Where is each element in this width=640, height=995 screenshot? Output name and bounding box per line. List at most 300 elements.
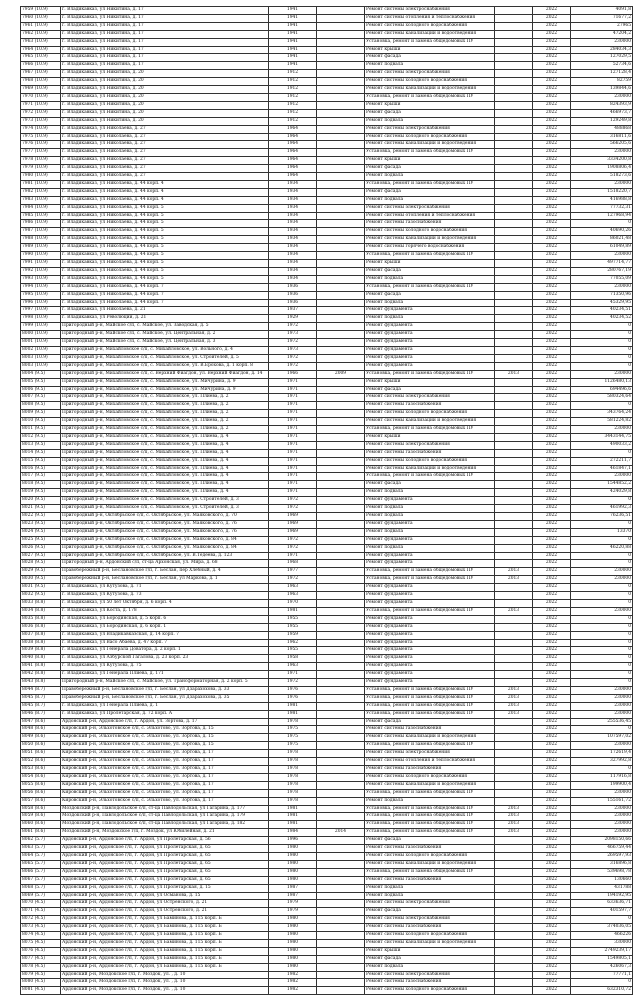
cell-year-built: 1978	[269, 773, 317, 781]
cell-year-last-repair	[495, 505, 533, 513]
cell-work-type: Ремонт системы канализации и водоотведения	[365, 86, 495, 94]
cell-year-privatization	[317, 884, 365, 892]
cell-year-last-repair	[495, 845, 533, 853]
cell-year-privatization	[317, 157, 365, 165]
cell-year-privatization	[317, 623, 365, 631]
cell-year-built: 1976	[269, 694, 317, 702]
cell-row-id: 7977 (10.9)	[21, 149, 61, 157]
table-row	[21, 987, 633, 995]
cell-year-last-repair	[495, 433, 533, 441]
cell-year-privatization	[317, 789, 365, 797]
cell-year-last-repair: 2013	[495, 821, 533, 829]
cell-address: г. Владикавказ, ул Николаева, д. 27	[61, 149, 269, 157]
table-row	[21, 370, 633, 378]
cell-work-type: Ремонт фасада	[365, 267, 495, 275]
cell-work-type: Ремонт фундамента	[365, 339, 495, 347]
cell-year-last-repair	[495, 173, 533, 181]
cell-year-built: 1980	[269, 860, 317, 868]
cell-year-privatization	[317, 212, 365, 220]
cell-work-type: Ремонт крыши	[365, 433, 495, 441]
cell-year-privatization: 2014	[317, 829, 365, 837]
cell-work-type: Ремонт системы канализации и водоотведения	[365, 418, 495, 426]
cell-cost: 269597,93	[571, 852, 633, 860]
cell-cost: 230000	[571, 789, 633, 797]
cell-row-id: 8022 (9.5)	[21, 513, 61, 521]
cell-work-type: Ремонт фундамента	[365, 536, 495, 544]
cell-cost: 117916,8	[571, 773, 633, 781]
cell-work-type: Установка, ремонт и замена общедомовых ПУ	[365, 93, 495, 101]
cell-year-planned: 2022	[533, 188, 571, 196]
cell-year-last-repair	[495, 979, 533, 987]
cell-cost: 566205,6	[571, 141, 633, 149]
cell-work-type: Ремонт фундамента	[365, 307, 495, 315]
cell-cost: 0	[571, 671, 633, 679]
cell-year-privatization	[317, 781, 365, 789]
cell-year-planned: 2022	[533, 204, 571, 212]
cell-cost: 327992,8	[571, 758, 633, 766]
cell-year-planned: 2022	[533, 694, 571, 702]
cell-year-last-repair	[495, 726, 533, 734]
cell-row-id: 8007 (9.5)	[21, 394, 61, 402]
cell-year-planned: 2022	[533, 623, 571, 631]
cell-address: г. Владикавказ, ул Николаева, д. 44 корп. 5	[61, 204, 269, 212]
cell-year-last-repair	[495, 252, 533, 260]
cell-year-built: 1996	[269, 837, 317, 845]
cell-year-privatization	[317, 734, 365, 742]
table-row	[21, 773, 633, 781]
cell-year-privatization	[317, 916, 365, 924]
cell-year-built: 1980	[269, 852, 317, 860]
cell-work-type: Ремонт фундамента	[365, 631, 495, 639]
cell-year-privatization	[317, 386, 365, 394]
cell-address: г. Владикавказ, ул Николаева, д. 44 корп. 5	[61, 212, 269, 220]
cell-row-id: 8060 (8.6)	[21, 821, 61, 829]
table-row	[21, 331, 633, 339]
cell-address: Ардонский р-н, Ардонское г/п, г. Ардон, ул Пролетарская, д. 65	[61, 852, 269, 860]
cell-year-built: 1980	[269, 947, 317, 955]
cell-year-planned: 2022	[533, 655, 571, 663]
cell-row-id: 8021 (9.5)	[21, 505, 61, 513]
table-row	[21, 505, 633, 513]
cell-address: Пригородный р-н, Михайловское с/п, с. Михайловское, ул. Плиева, д. 2	[61, 394, 269, 402]
cell-year-planned: 2022	[533, 180, 571, 188]
cell-work-type: Ремонт подвала	[365, 528, 495, 536]
cell-year-privatization	[317, 702, 365, 710]
cell-cost: 130660	[571, 876, 633, 884]
cell-address: г. Владикавказ, ул Николаева, д. 44 корп. 5	[61, 275, 269, 283]
cell-address: г. Владикавказ, ул Никитина, д. 17	[61, 46, 269, 54]
cell-row-id: 8063 (5.7)	[21, 845, 61, 853]
cell-cost: 316811,6	[571, 133, 633, 141]
cell-row-id: 8068 (5.7)	[21, 884, 61, 892]
table-row	[21, 876, 633, 884]
cell-cost: 71677,2	[571, 14, 633, 22]
cell-year-planned: 2022	[533, 410, 571, 418]
table-row	[21, 576, 633, 584]
cell-year-privatization	[317, 513, 365, 521]
cell-address: г. Владикавказ, ул Николаева, д. 44 корп. 5	[61, 267, 269, 275]
cell-year-last-repair	[495, 481, 533, 489]
cell-year-built: 1972	[269, 362, 317, 370]
cell-year-privatization	[317, 473, 365, 481]
cell-row-id: 7989 (10.9)	[21, 244, 61, 252]
cell-work-type: Ремонт крыши	[365, 101, 495, 109]
cell-year-planned: 2022	[533, 615, 571, 623]
cell-year-built: 1964	[269, 149, 317, 157]
table-row	[21, 971, 633, 979]
table-row	[21, 299, 633, 307]
cell-year-built: 1964	[269, 133, 317, 141]
cell-cost: 518273,6	[571, 173, 633, 181]
cell-year-last-repair	[495, 14, 533, 22]
cell-year-privatization	[317, 852, 365, 860]
cell-cost: 0	[571, 679, 633, 687]
cell-year-last-repair	[495, 718, 533, 726]
cell-row-id: 8078 (4.5)	[21, 963, 61, 971]
cell-row-id: 8029 (9.5)	[21, 568, 61, 576]
cell-year-planned: 2022	[533, 418, 571, 426]
cell-year-built: 1973	[269, 331, 317, 339]
cell-row-id: 8058 (8.6)	[21, 805, 61, 813]
cell-year-planned: 2022	[533, 283, 571, 291]
cell-year-planned: 2022	[533, 117, 571, 125]
table-row	[21, 615, 633, 623]
cell-year-built: 1941	[269, 38, 317, 46]
cell-cost: 0	[571, 979, 633, 987]
cell-address: г. Владикавказ, ул Бородинская, д. 6 корп. 1	[61, 623, 269, 631]
cell-cost: 230000	[571, 473, 633, 481]
cell-row-id: 8062 (5.7)	[21, 837, 61, 845]
cell-year-privatization	[317, 125, 365, 133]
cell-year-privatization	[317, 773, 365, 781]
cell-address: г. Владикавказ, ул Николаева, д. 44 корп. 4	[61, 188, 269, 196]
cell-row-id: 8081 (4.5)	[21, 987, 61, 995]
cell-cost: 107597,02	[571, 734, 633, 742]
cell-work-type: Ремонт системы электроснабжения	[365, 750, 495, 758]
cell-address: Пригородный р-н, Майское с/п, с. Майское, ул. Центральная, д. 2	[61, 331, 269, 339]
cell-year-planned: 2022	[533, 726, 571, 734]
cell-year-privatization	[317, 441, 365, 449]
cell-row-id: 7988 (10.9)	[21, 236, 61, 244]
cell-work-type: Ремонт крыши	[365, 260, 495, 268]
cell-row-id: 8065 (5.7)	[21, 860, 61, 868]
cell-year-built: 1964	[269, 165, 317, 173]
cell-year-privatization	[317, 7, 365, 15]
cell-work-type: Ремонт системы отопления и теплоснабжения	[365, 212, 495, 220]
cell-year-last-repair	[495, 631, 533, 639]
cell-year-planned: 2022	[533, 599, 571, 607]
table-row	[21, 552, 633, 560]
cell-year-planned: 2022	[533, 125, 571, 133]
cell-cost: 4091,8	[571, 7, 633, 15]
cell-year-built: 1934	[269, 220, 317, 228]
cell-year-last-repair	[495, 394, 533, 402]
cell-year-privatization	[317, 686, 365, 694]
cell-year-built: 1971	[269, 394, 317, 402]
cell-year-privatization	[317, 378, 365, 386]
cell-year-last-repair	[495, 742, 533, 750]
table-row	[21, 963, 633, 971]
cell-row-id: 7997 (10.9)	[21, 307, 61, 315]
cell-year-privatization	[317, 133, 365, 141]
cell-work-type: Ремонт системы холодного водоснабжения	[365, 773, 495, 781]
table-row	[21, 402, 633, 410]
cell-address: Пригородный р-н, Михайловское с/п, с. Михайловское, ул. Строителей, д. 5	[61, 354, 269, 362]
cell-year-privatization	[317, 932, 365, 940]
table-row	[21, 260, 633, 268]
cell-address: Пригородный р-н, Михайловское с/п, с. Михайловское, ул. Плиева, д. 4	[61, 473, 269, 481]
cell-year-privatization	[317, 307, 365, 315]
cell-address: Ардонский р-н, Ардонское г/п, г. Ардон, ул. Зортова, д. 17	[61, 718, 269, 726]
cell-year-built: 1941	[269, 62, 317, 70]
cell-row-id: 8017 (9.5)	[21, 473, 61, 481]
cell-row-id: 8043 (8.8)	[21, 679, 61, 687]
cell-cost: 0	[571, 639, 633, 647]
cell-cost: 0	[571, 362, 633, 370]
cell-year-last-repair	[495, 418, 533, 426]
table-row	[21, 133, 633, 141]
cell-cost: 230000	[571, 821, 633, 829]
cell-work-type: Ремонт фундамента	[365, 647, 495, 655]
cell-year-last-repair	[495, 267, 533, 275]
cell-cost: 3334200,8	[571, 157, 633, 165]
cell-address: г. Владикавказ, ул Никитина, д. 20	[61, 109, 269, 117]
cell-row-id: 7984 (10.9)	[21, 204, 61, 212]
cell-row-id: 8053 (8.6)	[21, 766, 61, 774]
cell-year-privatization	[317, 813, 365, 821]
table-row	[21, 520, 633, 528]
table-row	[21, 750, 633, 758]
cell-year-privatization	[317, 252, 365, 260]
cell-address: Пригородный р-н, Октябрьское с/п, с. Октябрьское, ул. В.Тедеева, д. 123	[61, 552, 269, 560]
cell-address: Кировский р-н, Эльхотовское с/п, с. Эльхотово, ул. Зортова, д. 15	[61, 734, 269, 742]
cell-row-id: 7968 (10.9)	[21, 78, 61, 86]
cell-year-planned: 2022	[533, 797, 571, 805]
cell-year-built: 1975	[269, 734, 317, 742]
cell-year-planned: 2022	[533, 813, 571, 821]
cell-year-last-repair	[495, 860, 533, 868]
cell-year-planned: 2022	[533, 449, 571, 457]
cell-year-last-repair	[495, 758, 533, 766]
cell-year-last-repair	[495, 655, 533, 663]
cell-year-built: 1971	[269, 552, 317, 560]
cell-year-built: 1987	[269, 892, 317, 900]
cell-year-planned: 2022	[533, 109, 571, 117]
cell-year-last-repair	[495, 679, 533, 687]
cell-work-type: Ремонт фундамента	[365, 599, 495, 607]
cell-year-built: 1972	[269, 679, 317, 687]
cell-work-type: Установка, ремонт и замена общедомовых ПУ	[365, 829, 495, 837]
cell-year-privatization	[317, 46, 365, 54]
cell-year-last-repair	[495, 852, 533, 860]
cell-year-privatization	[317, 908, 365, 916]
cell-year-planned: 2022	[533, 394, 571, 402]
cell-year-planned: 2022	[533, 513, 571, 521]
cell-work-type: Ремонт системы канализации и водоотведения	[365, 939, 495, 947]
table-row	[21, 339, 633, 347]
table-row	[21, 378, 633, 386]
table-row	[21, 481, 633, 489]
cell-address: г. Владикавказ, ул Кутузова, д. 73	[61, 592, 269, 600]
cell-year-last-repair	[495, 117, 533, 125]
cell-row-id: 7983 (10.9)	[21, 196, 61, 204]
cell-cost: 824393,9	[571, 101, 633, 109]
cell-cost: 46220,88	[571, 544, 633, 552]
cell-year-last-repair	[495, 236, 533, 244]
cell-year-built: 1971	[269, 441, 317, 449]
cell-year-planned: 2022	[533, 544, 571, 552]
cell-year-built: 1982	[269, 979, 317, 987]
cell-year-built: 1971	[269, 378, 317, 386]
cell-cost: 0	[571, 592, 633, 600]
table-row	[21, 267, 633, 275]
table-row	[21, 354, 633, 362]
cell-address: Моздокский р-н, Павлодольское с/п, ст-ца Павлодольская, ул Гагарина, д. 182	[61, 821, 269, 829]
cell-work-type: Ремонт фундамента	[365, 520, 495, 528]
cell-cost: 230000	[571, 694, 633, 702]
cell-cost: 230000	[571, 252, 633, 260]
cell-year-built: 1971	[269, 410, 317, 418]
cell-year-built: 1970	[269, 599, 317, 607]
cell-year-privatization	[317, 267, 365, 275]
cell-year-planned: 2022	[533, 70, 571, 78]
cell-year-privatization	[317, 457, 365, 465]
cell-row-id: 8056 (8.6)	[21, 789, 61, 797]
cell-work-type: Ремонт фундамента	[365, 663, 495, 671]
cell-year-built: 1981	[269, 710, 317, 718]
cell-address: Кировский р-н, Эльхотовское с/п, с. Эльхотово, ул. Зортова, д. 17	[61, 773, 269, 781]
cell-year-privatization	[317, 30, 365, 38]
cell-year-planned: 2022	[533, 173, 571, 181]
document-page	[20, 6, 632, 995]
table-row	[21, 528, 633, 536]
cell-address: Пригородный р-н, Михайловское с/п, с. Михайловское, ул. Плиева, д. 4	[61, 457, 269, 465]
cell-year-planned: 2022	[533, 481, 571, 489]
cell-year-planned: 2022	[533, 686, 571, 694]
table-row	[21, 947, 633, 955]
cell-address: г. Владикавказ, ул Никитина, д. 17	[61, 7, 269, 15]
cell-year-privatization	[317, 283, 365, 291]
table-row	[21, 599, 633, 607]
cell-year-privatization	[317, 568, 365, 576]
cell-address: г. Владикавказ, ул Азбурской Гагалова, д. 23 корп. 23	[61, 655, 269, 663]
cell-year-built: 1934	[269, 236, 317, 244]
cell-address: Пригородный р-н, Михайловское с/п, с. Михайловское, ул. Плиева, д. 4	[61, 481, 269, 489]
cell-work-type: Ремонт фундамента	[365, 671, 495, 679]
cell-cost: 127968,94	[571, 212, 633, 220]
cell-cost: 230000	[571, 576, 633, 584]
table-row	[21, 845, 633, 853]
cell-row-id: 8045 (8.7)	[21, 694, 61, 702]
cell-cost: 0	[571, 916, 633, 924]
cell-year-privatization	[317, 615, 365, 623]
cell-year-planned: 2022	[533, 165, 571, 173]
table-row	[21, 441, 633, 449]
cell-address: Ардонский р-н, Моздокское г/п, г. Моздок, ул. , д. 10	[61, 987, 269, 995]
cell-cost: 581224,82	[571, 418, 633, 426]
cell-address: г. Владикавказ, ул Никитина, д. 20	[61, 93, 269, 101]
cell-year-privatization	[317, 101, 365, 109]
cell-year-privatization	[317, 275, 365, 283]
table-row	[21, 805, 633, 813]
cell-year-planned: 2022	[533, 845, 571, 853]
cell-work-type: Ремонт фундамента	[365, 615, 495, 623]
cell-work-type: Установка, ремонт и замена общедомовых ПУ	[365, 473, 495, 481]
cell-year-built: 1972	[269, 536, 317, 544]
cell-work-type: Ремонт крыши	[365, 46, 495, 54]
cell-year-privatization	[317, 394, 365, 402]
cell-year-built: 1980	[269, 876, 317, 884]
table-row	[21, 837, 633, 845]
table-row	[21, 236, 633, 244]
cell-work-type: Ремонт системы холодного водоснабжения	[365, 133, 495, 141]
cell-cost: 374036,05	[571, 924, 633, 932]
cell-year-built: 1934	[269, 275, 317, 283]
cell-year-privatization	[317, 900, 365, 908]
cell-address: г. Владикавказ, ул Генерала Доватора, д. 2 корп. 1	[61, 647, 269, 655]
cell-year-privatization	[317, 520, 365, 528]
table-body	[21, 7, 633, 995]
cell-year-planned: 2022	[533, 734, 571, 742]
cell-row-id: 8038 (8.8)	[21, 639, 61, 647]
cell-address: Кировский р-н, Эльхотовское с/п, с. Эльхотово, ул. Зортова, д. 17	[61, 789, 269, 797]
cell-row-id: 8061 (8.6)	[21, 829, 61, 837]
table-row	[21, 623, 633, 631]
cell-year-built: 1980	[269, 924, 317, 932]
cell-address: Пригородный р-н, Майское с/п, с. Майское, ул. Заводская, д. 5	[61, 323, 269, 331]
cell-row-id: 8076 (4.5)	[21, 947, 61, 955]
cell-cost: 230000	[571, 426, 633, 434]
cell-year-planned: 2022	[533, 323, 571, 331]
cell-year-last-repair	[495, 750, 533, 758]
cell-year-built: 1969	[269, 513, 317, 521]
cell-year-planned: 2022	[533, 987, 571, 995]
table-row	[21, 536, 633, 544]
table-row	[21, 14, 633, 22]
cell-work-type: Ремонт фундамента	[365, 623, 495, 631]
cell-cost: 0	[571, 623, 633, 631]
table-row	[21, 46, 633, 54]
cell-year-planned: 2022	[533, 46, 571, 54]
cell-cost: 0	[571, 560, 633, 568]
repair-schedule-table	[20, 6, 633, 995]
cell-work-type: Ремонт подвала	[365, 315, 495, 323]
table-row	[21, 544, 633, 552]
cell-row-id: 8016 (9.5)	[21, 465, 61, 473]
cell-year-privatization	[317, 70, 365, 78]
cell-year-built: 1964	[269, 141, 317, 149]
cell-year-last-repair: 2013	[495, 813, 533, 821]
cell-year-last-repair	[495, 62, 533, 70]
cell-year-planned: 2022	[533, 354, 571, 362]
cell-year-last-repair	[495, 22, 533, 30]
cell-year-planned: 2022	[533, 963, 571, 971]
cell-year-built: 1941	[269, 54, 317, 62]
cell-row-id: 8003 (10.9)	[21, 354, 61, 362]
cell-row-id: 7961 (10.9)	[21, 22, 61, 30]
cell-year-built: 1971	[269, 671, 317, 679]
cell-year-planned: 2022	[533, 789, 571, 797]
cell-row-id: 7996 (10.9)	[21, 299, 61, 307]
cell-year-last-repair	[495, 671, 533, 679]
cell-year-built: 1934	[269, 180, 317, 188]
cell-work-type: Ремонт системы канализации и водоотведения	[365, 236, 495, 244]
cell-work-type: Ремонт подвала	[365, 275, 495, 283]
cell-year-last-repair	[495, 441, 533, 449]
cell-year-planned: 2022	[533, 291, 571, 299]
cell-year-planned: 2022	[533, 157, 571, 165]
cell-address: г. Владикавказ, ул Николаева, д. 44 корп. 5	[61, 236, 269, 244]
